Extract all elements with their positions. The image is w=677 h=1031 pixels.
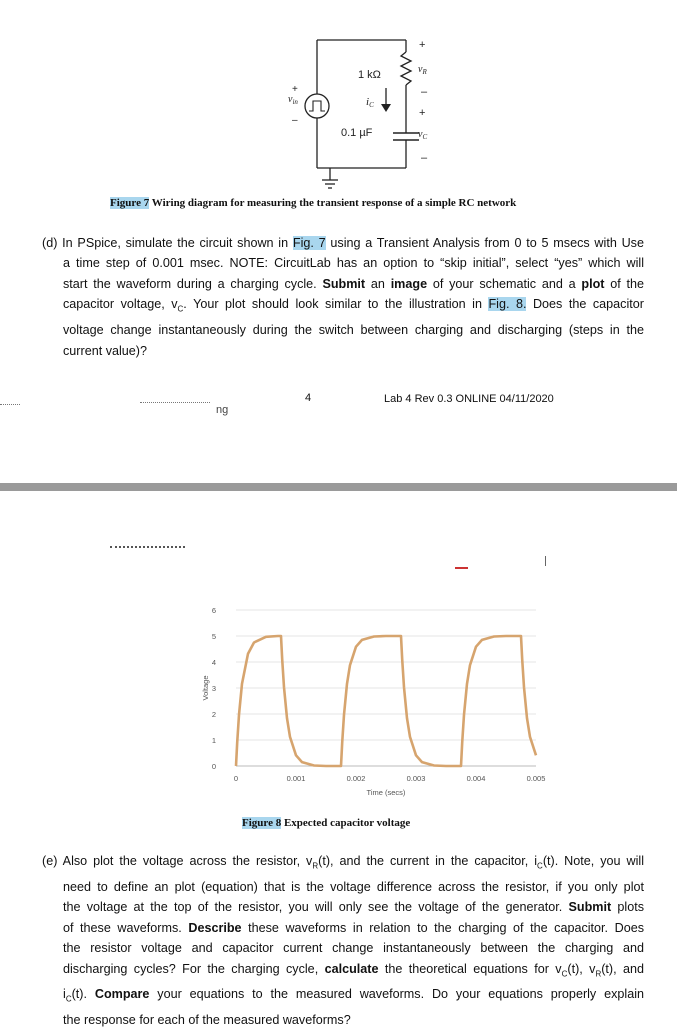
vin-plus: + <box>292 84 298 95</box>
vc-minus: – <box>421 152 428 164</box>
figure-8-caption-label: Figure 8 <box>242 817 282 829</box>
part-e-line: (e) Also plot the voltage across the resistor, $v_R(t)$, and the current in the capacitor, $i_C(t)$. Note, you will <box>42 854 644 871</box>
part-e-line: the voltage at the top of the resistor, you will only see the voltage of the generator. Submit plots <box>63 900 644 915</box>
y-axis-title: Voltage <box>201 675 210 701</box>
x-tick-label: 0.004 <box>466 774 486 783</box>
figure-7-caption-label: Figure 7 <box>110 197 150 209</box>
part-d-line: start the waveform during a charging cycle. Submit an image of your schematic and a plot of the <box>63 276 645 291</box>
scan-artifact <box>110 546 185 549</box>
fig-8-link[interactable]: Fig. 8. <box>488 297 527 312</box>
y-tick-label: 2 <box>211 710 217 719</box>
vr-plus: + <box>419 39 426 51</box>
scan-fragment-ng: ng <box>216 404 229 416</box>
capacitor-voltage-chart <box>196 596 552 802</box>
part-e-line: need to define an plot (equation) that is the voltage difference across the resistor, if you only plot <box>63 879 644 894</box>
current-arrow-icon <box>381 104 391 112</box>
y-tick-label: 4 <box>211 658 217 667</box>
figure-7-caption <box>110 197 516 209</box>
capacitor-label: 0.1 µF <box>341 127 373 139</box>
part-d-paragraph <box>42 233 644 361</box>
scan-artifact <box>455 567 468 569</box>
fig-7-link[interactable]: Fig. 7 <box>292 236 326 250</box>
rc-circuit-diagram <box>270 30 450 200</box>
y-tick-label: 1 <box>211 736 217 745</box>
vin-label: $v_{in}$ <box>288 94 298 106</box>
vr-minus: – <box>421 86 428 98</box>
part-e-line: the response for each of the measured waveforms? <box>63 1013 351 1028</box>
figure-7-caption-text: Wiring diagram for measuring the transient response of a simple RC network <box>149 197 517 209</box>
part-d-line: current value)? <box>63 343 147 358</box>
x-tick-label: 0.005 <box>526 774 546 783</box>
part-d-line: capacitor voltage, $v_C$. Your plot should look similar to the illustration in Fig. 8. Does the capacitor <box>63 297 644 314</box>
y-tick-label: 5 <box>211 632 217 641</box>
vin-minus: – <box>292 115 298 126</box>
revision-footer: Lab 4 Rev 0.3 ONLINE 04/11/2020 <box>384 393 554 405</box>
part-d-line: (d) In PSpice, simulate the circuit shown in Fig. 7 using a Transient Analysis from 0 to 5 msecs with Use <box>42 236 644 250</box>
figure-8-caption <box>242 817 410 829</box>
part-e-line: the resistor voltage and capacitor current change instantaneously between the charging and <box>63 941 644 956</box>
vr-label: $v_R$ <box>418 64 427 76</box>
part-e-line: $i_C(t)$. Compare your equations to the measured waveforms. Do your equations properly explain <box>63 987 644 1004</box>
pulse-source-symbol <box>305 94 329 118</box>
page-divider <box>0 483 677 491</box>
x-tick-label: 0.001 <box>286 774 306 783</box>
x-tick-label: 0.003 <box>406 774 426 783</box>
resistor-symbol <box>401 52 411 85</box>
vc-label: $v_C$ <box>418 129 428 141</box>
vc-plus: + <box>419 107 426 119</box>
part-e-line: of these waveforms. Describe these waveforms in relation to the charging of the capacitor. Does <box>63 920 644 935</box>
scan-artifact <box>545 556 546 566</box>
x-tick-label: 0 <box>233 774 239 783</box>
capacitor-voltage-series-line <box>236 636 536 766</box>
y-tick-label: 0 <box>211 762 217 771</box>
scan-artifact <box>0 404 20 406</box>
part-e-line: discharging cycles? For the charging cycle, calculate the theoretical equations for $v_C(t)$, $v_R(t)$, and <box>63 961 645 979</box>
x-axis-title: Time (secs) <box>366 788 406 797</box>
ic-label: iC <box>366 96 374 109</box>
resistor-label: 1 kΩ <box>358 69 381 81</box>
part-e-paragraph <box>42 851 644 1031</box>
part-d-line: a time step of 0.001 msec. NOTE: CircuitLab has an option to “skip initial”, select “yes” which will <box>63 256 644 271</box>
figure-8-caption-text: Expected capacitor voltage <box>281 817 411 829</box>
y-tick-label: 3 <box>211 684 217 693</box>
scan-artifact <box>140 402 210 404</box>
y-tick-label: 6 <box>211 606 217 615</box>
x-tick-label: 0.002 <box>346 774 366 783</box>
part-d-line: voltage change instantaneously during the switch between charging and discharging (steps in the <box>63 323 644 338</box>
page-number: 4 <box>305 392 312 404</box>
